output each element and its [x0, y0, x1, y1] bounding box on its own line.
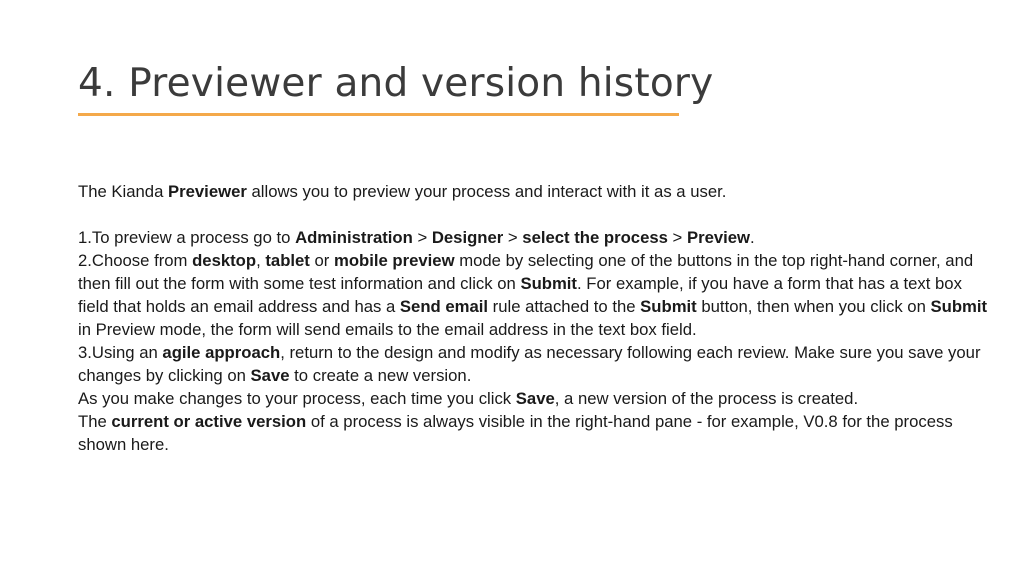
title-underline	[78, 113, 679, 116]
slide-body	[78, 180, 990, 456]
step2-text: or	[309, 251, 334, 270]
step1-designer: Designer	[431, 228, 504, 247]
step2-text: mode by selecting one of the buttons in the top right-hand corner, and then fill out the form with some test information and click on	[78, 251, 974, 293]
step3-agile-approach: agile approach	[162, 343, 281, 362]
step1-end: .	[750, 228, 755, 247]
slide-title: 4. Previewer and version history	[78, 61, 714, 106]
step2-text: in Preview mode, the form will send emails to the email address in the text box field.	[78, 320, 697, 339]
step2-submit: Submit	[640, 297, 697, 316]
note1-text: , a new version of the process is created.	[554, 389, 859, 408]
step2-tablet: tablet	[265, 251, 310, 270]
intro-paragraph	[78, 180, 990, 203]
step-2	[78, 249, 990, 341]
step2-submit: Submit	[520, 274, 577, 293]
note2-text: of a process is always visible in the right-hand pane - for example, V0.8 for the process shown here.	[78, 412, 953, 454]
step2-text: ,	[256, 251, 266, 270]
note1-text: As you make changes to your process, each time you click	[78, 389, 516, 408]
paragraph-gap	[78, 203, 990, 226]
step2-text: button, then when you click on	[696, 297, 931, 316]
step2-text: rule attached to the	[488, 297, 641, 316]
intro-text: The Kianda	[78, 182, 168, 201]
step2-mobile-preview: mobile preview	[334, 251, 455, 270]
step3-text: , return to the design and modify as necessary following each review. Make sure you save your changes by clicking on	[78, 343, 981, 385]
step1-preview: Preview	[686, 228, 751, 247]
step-1	[78, 226, 990, 249]
step3-text: 3.Using an	[78, 343, 163, 362]
intro-previewer: Previewer	[168, 182, 247, 201]
step2-desktop: desktop	[192, 251, 257, 270]
note-1	[78, 387, 990, 410]
note1-save: Save	[515, 389, 555, 408]
step2-text: . For example, if you have a form that has a text box field that holds an email address and has a	[78, 274, 962, 316]
step1-sep-3: >	[667, 228, 687, 247]
step3-save: Save	[250, 366, 290, 385]
step3-text: to create a new version.	[289, 366, 472, 385]
step2-send-email: Send email	[399, 297, 489, 316]
intro-text-end: allows you to preview your process and interact with it as a user.	[246, 182, 727, 201]
note-2	[78, 410, 990, 456]
step2-submit: Submit	[930, 297, 988, 316]
step2-text: 2.Choose from	[78, 251, 193, 270]
note2-text: The	[78, 412, 112, 431]
note2-current-version: current or active version	[111, 412, 307, 431]
step1-administration: Administration	[295, 228, 413, 247]
step1-text: 1.To preview a process go to	[78, 228, 296, 247]
step1-sep-1: >	[412, 228, 432, 247]
step1-sep-2: >	[503, 228, 523, 247]
step1-select-process: select the process	[522, 228, 668, 247]
step-3	[78, 341, 990, 387]
